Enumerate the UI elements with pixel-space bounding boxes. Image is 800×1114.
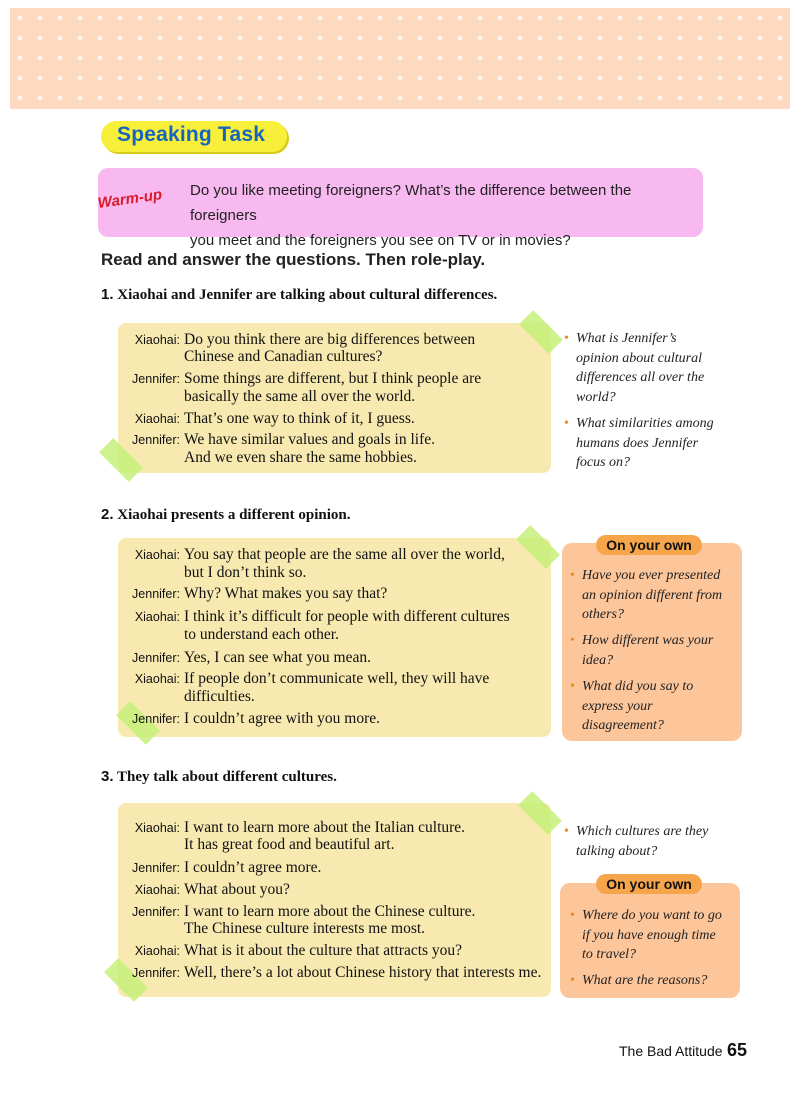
dialogue-line: What about you? — [184, 881, 290, 898]
warmup-line: Do you like meeting foreigners? What’s the difference between the foreigners — [190, 182, 632, 224]
task-number: 2. — [101, 506, 114, 523]
task-title: Xiaohai and Jennifer are talking about cultural differences. — [117, 287, 498, 303]
question-line: to travel? — [582, 947, 637, 962]
dialogue-line: Yes, I can see what you mean. — [184, 649, 371, 666]
speaker-label: Xiaohai: — [134, 883, 180, 897]
dialogue-line: I couldn’t agree with you more. — [184, 710, 380, 727]
warmup-label: Warm-up — [96, 186, 164, 212]
dialogue-line: It has great food and beautiful art. — [184, 836, 395, 853]
question-line: What are the reasons? — [582, 973, 708, 988]
task-number: 3. — [101, 768, 114, 785]
question-line: if you have enough time — [582, 927, 716, 943]
question-line: Where do you want to go — [582, 908, 722, 923]
question-line: Which cultures are they — [576, 824, 709, 839]
section-title-badge — [101, 121, 287, 152]
dialogue-line: but I don’t think so. — [184, 564, 307, 581]
task-number: 1. — [101, 286, 114, 303]
question-line: focus on? — [576, 455, 631, 470]
question-line: express your — [582, 698, 653, 714]
question-line: What similarities among — [576, 416, 714, 431]
question-line: What is Jennifer’s — [576, 331, 677, 346]
dialogue-line: You say that people are the same all over the world, — [184, 546, 505, 563]
speaker-label: Jennifer: — [132, 861, 180, 875]
question-line: What did you say to — [582, 679, 694, 694]
dialogue-line: Some things are different, but I think people are — [184, 370, 482, 387]
bullet-icon: • — [564, 331, 569, 346]
dialogue-line: Do you think there are big differences between — [184, 331, 476, 348]
on-your-own-label: On your own — [596, 874, 702, 894]
task-2-heading — [101, 506, 350, 524]
bullet-icon: • — [564, 824, 569, 839]
speaker-label: Jennifer: — [132, 587, 180, 601]
chapter-title: The Bad Attitude — [619, 1043, 723, 1059]
on-your-own-label: On your own — [596, 535, 702, 555]
speaker-label: Xiaohai: — [134, 412, 180, 426]
star-pattern-banner — [10, 8, 790, 109]
dialogue-line: basically the same all over the world. — [184, 388, 416, 405]
bullet-icon: • — [570, 973, 575, 988]
question-line: disagreement? — [582, 718, 664, 733]
bullet-icon: • — [564, 416, 569, 431]
bullet-icon: • — [570, 908, 575, 923]
instruction: Read and answer the questions. Then role-play. — [101, 250, 486, 269]
question-line: an opinion different from — [582, 587, 723, 603]
question-line: differences all over the — [576, 370, 705, 385]
dialogue-line: I couldn’t agree more. — [184, 859, 322, 876]
speaker-label: Jennifer: — [132, 372, 180, 386]
speaker-label: Xiaohai: — [134, 672, 180, 686]
speaker-label: Xiaohai: — [134, 944, 180, 958]
task-title: Xiaohai presents a different opinion. — [117, 507, 351, 523]
question-line: humans does Jennifer — [576, 435, 699, 451]
dialogue-line: We have similar values and goals in life. — [184, 431, 435, 448]
dialogue-line: That’s one way to think of it, I guess. — [184, 410, 415, 427]
dialogue-line: I want to learn more about the Chinese culture. — [184, 903, 476, 920]
dialogue-line: The Chinese culture interests me most. — [184, 920, 426, 937]
speaker-label: Jennifer: — [132, 651, 180, 665]
task-title: They talk about different cultures. — [117, 769, 337, 785]
dialogue-line: Why? What makes you say that? — [184, 585, 388, 602]
dialogue-line: If people don’t communicate well, they will have — [184, 670, 490, 687]
dialogue-line: I think it’s difficult for people with different cultures — [184, 608, 510, 625]
question-line: How different was your — [582, 633, 714, 648]
speaker-label: Jennifer: — [132, 966, 180, 980]
bullet-icon: • — [570, 633, 575, 648]
bullet-icon: • — [570, 568, 575, 583]
dialogue-line: And we even share the same hobbies. — [184, 449, 417, 466]
question-line: talking about? — [576, 843, 658, 859]
dialogue-line: I want to learn more about the Italian culture. — [184, 819, 466, 836]
speaker-label: Xiaohai: — [134, 333, 180, 347]
task-1-heading — [101, 286, 497, 304]
task-3-heading — [101, 768, 337, 786]
section-title: Speaking Task — [117, 123, 266, 146]
dialogue-line: Chinese and Canadian cultures? — [184, 348, 383, 365]
question-line: opinion about cultural — [576, 350, 702, 366]
speaker-label: Xiaohai: — [134, 548, 180, 562]
question-line: others? — [582, 607, 624, 622]
question-line: world? — [576, 389, 616, 405]
question-line: idea? — [582, 652, 614, 668]
question-line: Have you ever presented — [582, 568, 721, 583]
dialogue-line: Well, there’s a lot about Chinese history that interests me. — [184, 964, 542, 981]
warmup-line: you meet and the foreigners you see on TV or in movies? — [190, 232, 571, 249]
speaker-label: Xiaohai: — [134, 610, 180, 624]
speaker-label: Jennifer: — [132, 433, 180, 447]
page-number: 65 — [727, 1040, 748, 1060]
dialogue-line: What is it about the culture that attracts you? — [184, 942, 463, 959]
speaker-label: Jennifer: — [132, 905, 180, 919]
dialogue-line: difficulties. — [184, 688, 255, 705]
bullet-icon: • — [570, 679, 575, 694]
speaker-label: Jennifer: — [132, 712, 180, 726]
dialogue-line: to understand each other. — [184, 626, 339, 643]
speaker-label: Xiaohai: — [134, 821, 180, 835]
warmup-text — [190, 178, 700, 253]
